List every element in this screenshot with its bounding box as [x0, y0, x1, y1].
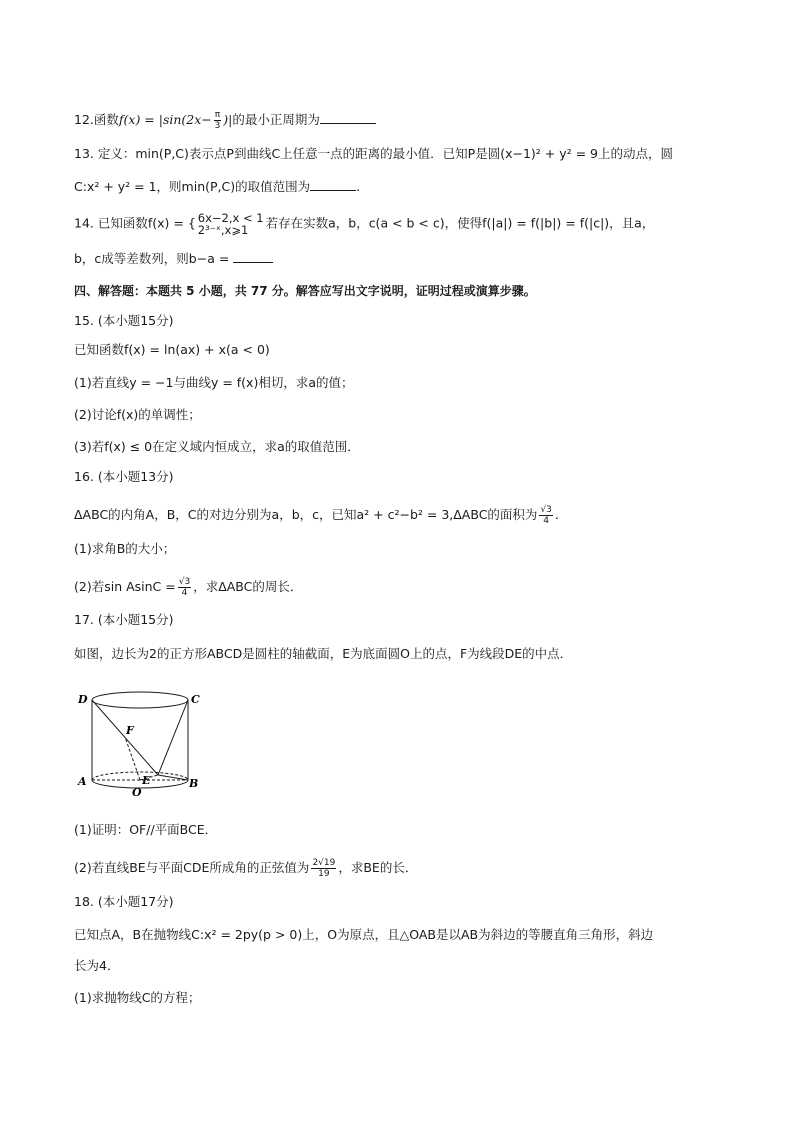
label-B: B	[189, 777, 199, 790]
q16-part-1: (1)求角B的大小；	[74, 541, 176, 556]
q12-function-end: )|	[223, 112, 233, 127]
q17-part-2-prefix: (2)若直线BE与平面CDE所成角的正弦值为	[74, 860, 310, 875]
q18-stem-line-2: 长为4．	[74, 958, 120, 973]
q14-prefix: 14. 已知函数f(x) = {	[74, 215, 196, 231]
q15-part-3: (3)若f(x) ≤ 0在定义域内恒成立，求a的取值范围．	[74, 439, 360, 454]
label-A: A	[78, 775, 87, 788]
q13-answer-blank[interactable]	[310, 178, 356, 191]
q18-stem-line-1: 已知点A，B在抛物线C:x² = 2py(p > 0)上，O为原点，且△OAB是以AB为斜边的等腰直角三角形，斜边	[74, 927, 654, 942]
q15-stem: 已知函数f(x) = ln(ax) + x(a < 0)	[74, 342, 270, 357]
q12-fraction-denominator: 3	[214, 121, 221, 131]
q18-part-1: (1)求抛物线C的方程；	[74, 990, 201, 1005]
q13-line-2-end: .	[356, 179, 361, 194]
label-F: F	[126, 724, 134, 737]
q16-part-2-denominator: 4	[181, 588, 188, 598]
q16-area-fraction	[539, 505, 552, 526]
q14-piece-1: 6x−2,x < 1	[197, 211, 264, 225]
segment-CE	[158, 700, 188, 775]
q17-stem: 如图，边长为2的正方形ABCD是圆柱的轴截面，E为底面圆O上的点，F为线段DE的中点．	[74, 646, 573, 661]
q12-function: f(x) = |sin(2x−	[118, 112, 212, 127]
q17-part-2-numerator: 2√19	[312, 858, 336, 868]
q12-prefix: 函数	[93, 112, 119, 127]
question-12	[74, 110, 376, 131]
q12-fraction	[214, 110, 221, 131]
q17-part-2	[74, 858, 417, 879]
q16-part-2-numerator: √3	[178, 577, 191, 587]
q16-part-2-prefix: (2)若sin AsinC =	[74, 579, 176, 594]
segment-EB	[158, 775, 188, 780]
label-D: D	[78, 693, 88, 706]
q16-part-2-suffix: ，求ΔABC的周长．	[193, 579, 303, 594]
q17-header: 17. (本小题15分)	[74, 612, 174, 627]
q16-stem-text: ΔABC的内角A，B，C的对边分别为a，b，c，已知a² + c²−b² = 3,ΔABC的面积为	[74, 507, 538, 522]
q13-line-2-text: C:x² + y² = 1，则min(P,C)的取值范围为	[74, 179, 311, 194]
question-14-line-1	[74, 212, 654, 236]
cylinder-top-ellipse	[92, 692, 188, 708]
q15-header: 15. (本小题15分)	[74, 313, 174, 328]
q15-part-2: (2)讨论f(x)的单调性；	[74, 407, 201, 422]
q17-part-1: (1)证明：OF//平面BCE．	[74, 822, 218, 837]
q18-header: 18. (本小题17分)	[74, 894, 174, 909]
cylinder-figure	[74, 688, 204, 800]
q17-part-2-denominator: 19	[318, 869, 330, 879]
question-13-line-2	[74, 178, 360, 195]
question-13-line-1: 13. 定义：min(P,C)表示点P到曲线C上任意一点的距离的最小值．已知P是圆(x−1)² + y² = 9上的动点，圆	[74, 146, 674, 161]
q16-stem-end: .	[554, 507, 559, 522]
q14-answer-blank[interactable]	[233, 250, 273, 263]
q16-area-denominator: 4	[543, 516, 550, 526]
q12-fraction-numerator: π	[214, 110, 221, 120]
q15-part-1: (1)若直线y = −1与曲线y = f(x)相切，求a的值；	[74, 375, 354, 390]
label-C: C	[191, 693, 200, 706]
section-4-title: 四、解答题：本题共 5 小题，共 77 分。解答应写出文字说明，证明过程或演算步骤。	[74, 284, 536, 298]
segment-OF	[125, 737, 140, 780]
label-E: E	[142, 774, 151, 787]
q16-stem	[74, 505, 559, 526]
q14-suffix: 若存在实数a，b，c(a < b < c)，使得f(|a|) = f(|b|) = f(|c|)，且a，	[265, 215, 655, 231]
q16-part-2-fraction	[178, 577, 191, 598]
q16-header: 16. (本小题13分)	[74, 469, 174, 484]
q14-piece-2: 2³⁻ˣ,x⩾1	[197, 223, 249, 237]
q14-piecewise	[198, 212, 264, 236]
q16-part-2	[74, 577, 302, 598]
label-O: O	[132, 786, 142, 799]
q12-suffix: 的最小正周期为	[232, 112, 320, 127]
q12-answer-blank[interactable]	[320, 111, 376, 124]
q17-part-2-suffix: ，求BE的长．	[338, 860, 418, 875]
q12-number: 12.	[74, 112, 94, 127]
question-14-line-2	[74, 250, 273, 267]
q17-part-2-fraction	[311, 858, 336, 879]
q14-line-2-text: b，c成等差数列，则b−a =	[74, 251, 230, 266]
q16-area-numerator: √3	[540, 505, 552, 515]
